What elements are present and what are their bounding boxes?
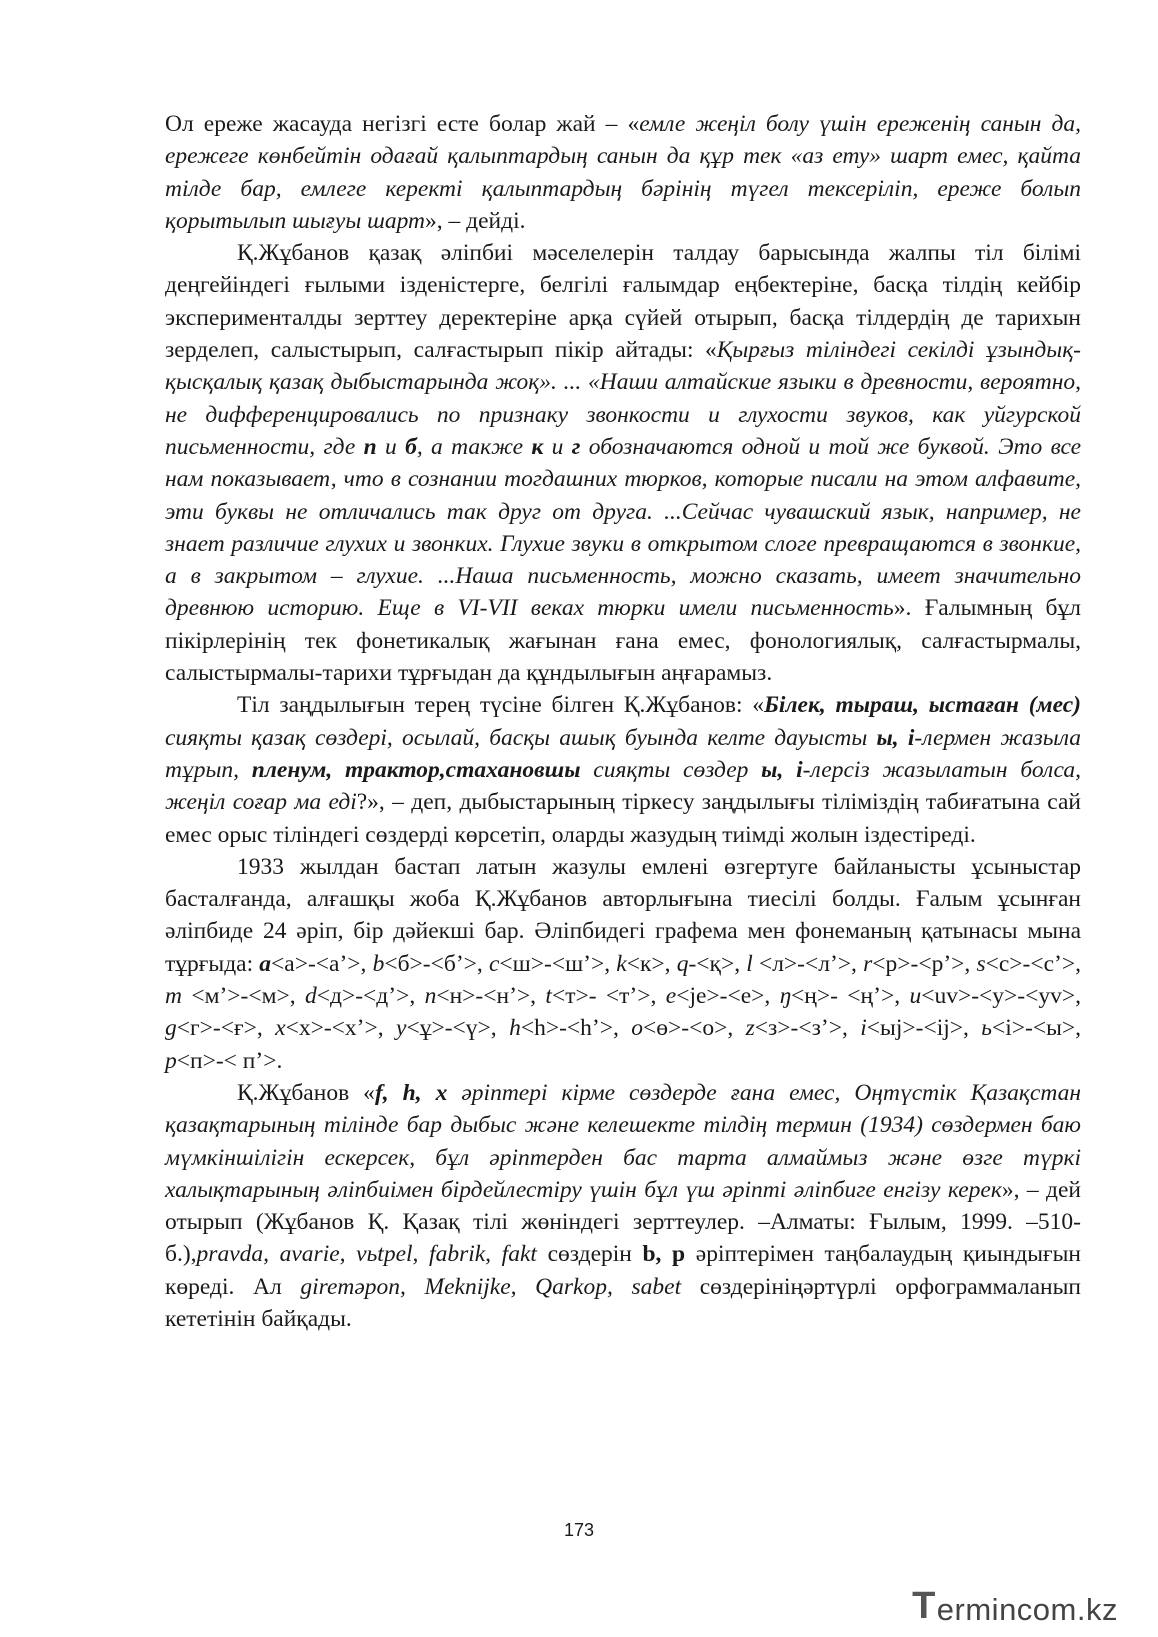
text-run: -лермен жазыла тұрып, [165,724,1081,783]
text-run: Ол ереже жасауда негізгі есте болар жай – « [165,111,640,137]
text-run: п [363,433,377,460]
text-run: u [909,983,922,1010]
text-run: <т>- <т’>, [551,983,666,1010]
text-run: Тіл заңдылығын терең түсіне білген Қ.Жұбанов: « [237,692,764,719]
text-run: к [531,433,544,460]
text-run: a [259,950,272,977]
text-run: , а также [416,433,532,460]
text-run: <ө>-<о>, [643,1015,746,1042]
text-run: <i>-<ы>, [991,1015,1082,1042]
text-run: <н>-<н’>, [436,983,546,1010]
text-run: s [976,950,986,977]
text-run: <с>-<с’>, [985,950,1082,977]
text-run: x [275,1015,286,1042]
text-run: z [745,1015,755,1042]
text-run: -лерсіз жазылатын болса, жеңіл соғар ма еді [165,756,1081,816]
text-run: pravda, avarie, vьtpel, fabrik, fakt [196,1241,537,1268]
text-run: <а>-<а’>, [271,950,373,977]
text-run: p [165,1047,177,1074]
text-run: <л>-<л’>, [752,950,864,977]
text-run: <je>-<e>, [676,983,780,1010]
text-run: ?», – деп, дыбыстарының тіркесу заңдылығы тіліміздің табиғатына сай емес орыс тіліндегі сөздерді көрсетіп, оларды жазудың тиімді жолын іздестіреді. [165,789,1081,848]
text-run: b [372,950,385,977]
text-run: 1933 жылдан бастап латын жазулы емлені өзгертуге байланысты ұсыныстар басталғанда, алғашқы жоба Қ.Жұбанов авторлығына тиесілі болды. Ғалым ұсынған әліпбиде 24 әріп, бір дәйекші бар. Әліпбидегі графема мен фонеманың қатынасы мына тұрғыда: [165,853,1081,977]
text-run: y [396,1015,407,1042]
text-run: », – дейді. [425,207,526,234]
text-run: <ш>-<ш’>, [499,950,617,977]
paragraph [165,1077,1081,1335]
text-run: <д>-<д’>, [316,983,425,1010]
text-run: <ыj>-<ij>, [866,1015,982,1042]
text-run: Білек, тыраш, ыстаған (мес) [764,692,1081,719]
text-run: r [863,950,873,977]
watermark-logo [912,1585,1118,1628]
text-run: Қ.Жұбанов қазақ әліпбиі мәселелерін талдау барысында жалпы тіл білімі деңгейіндегі ғылыми ізденістерге, белгілі ғалымдар еңбектеріне, басқа тілдің кейбір эксперименталды зерттеу деректеріне арқа сүйей отырып, басқа тілдердің де тарихын зерделеп, салыстырып, салғастырып пікір айтады: « [165,240,1081,364]
text-run: giremәpon, Meknijke, Qarkop, sabet [300,1273,682,1300]
text-run: сияқты қазақ сөздері, осылай, басқы ашық буында келте дауысты [165,724,877,751]
text-run: k [616,950,627,977]
text-run: емле жеңіл болу үшін ереженің санын да, ережеге көнбейтін одағай қалыптардың санын да құр тек «аз ету» шарт емес, қайта тілде бар, емлеге керекті қалыптардың бәрінің түгел тексеріліп, ереже болып қорытылып шығуы шарт [165,111,1082,234]
text-run: и [543,433,572,460]
text-run: и [376,433,406,460]
text-run: ь [981,1015,992,1042]
text-run: ŋ [779,983,792,1010]
text-run: ». Ғалымның бұл пікірлерінің тек фонетикалық жағынан ғана емес, фонологиялық, салғастырмалы, салыстырмалы-тарихи тұрғыдан да құндылығын аңғарамыз. [165,595,1081,687]
text-run: Қ.Жұбанов « [237,1079,375,1106]
text-run: ы, і [876,724,915,751]
paragraph [165,237,1081,689]
text-run: <м’>-<м>, [181,983,306,1010]
text-run: ы, і [761,756,803,783]
text-run: сияқты сөздер [580,756,762,783]
text-run: <ұ>-<ү>, [406,1015,510,1042]
text-run: q [676,950,689,977]
text-run: -<қ>, [688,950,747,977]
text-run: обозначаются одной и той же буквой. Это все нам показывает, что в сознании тогдашних тюрков, которые писали на этом алфавите, эти буквы не отличались так друг от друга. ...Сейчас чувашский язык, например, не знает различие глухих и звонких. Глухие звуки в открытом слоге превращаются в звонкие, а в закрытом – глухие. ...Наша письменность, можно сказать, имеет значительно древнюю историю. Еще в VI-VII веках тюрки имели письменность [165,433,1082,622]
paragraph [165,851,1081,1077]
text-run: e [665,983,677,1010]
text-run: Қырғыз тіліндегі секілді ұзындық-қысқалық қазақ дыбыстарында жоқ». ... «Наши алтайские языки в древности, вероятно, не дифференцировались по признаку звонкости и глухости звуков, как уйгурской письменности, где [165,337,1082,460]
text-run: пленум, трактор,стахановшы [251,756,581,783]
watermark-lead-letter: T [912,1585,936,1627]
text-run: m [165,983,182,1010]
watermark-text: ermincom.kz [936,1592,1118,1627]
text-run: <з>-<з’>, [754,1015,861,1042]
text-run: i [860,1015,867,1042]
text-run: <х>-<х’>, [285,1015,397,1042]
text-run: f, h, x [374,1079,448,1106]
text-run: <р>-<р’>, [872,950,977,977]
paragraph [165,689,1081,850]
text-run: n [424,983,437,1010]
paragraph [165,108,1081,237]
text-run: <h>-<h’>, [520,1015,632,1042]
text-run: <uv>-<у>-<уv>, [921,983,1081,1010]
text-run: сөздерініңәртүрлі орфограммаланып кететінін байқады. [165,1273,1081,1332]
text-run: g [165,1015,177,1042]
text-run: әріптерімен таңбалаудың қиындығын көреді. Ал [165,1241,1082,1300]
text-run: t [545,983,552,1010]
text-run: әріптері кірме сөздерде ғана емес, Оңтүстік Қазақстан қазақтарының тілінде бар дыбыс және келешекте тілдің термин (1934) сөздермен баю мүмкіншілігін ескерсек, бұл әріптерден бас тарта алмаймыз және өзге түркі халықтарының әліпбиімен бірдейлестіру үшін бұл үш әріпті әліпбиге енгізу керек [165,1079,1082,1203]
text-run: <г>-<ғ>, [176,1015,276,1042]
text-run: c [488,950,500,977]
document-body [165,108,1081,1335]
text-run: », – дей отырып (Жұбанов Қ. Қазақ тілі жөніндегі зерттеулер. –Алматы: Ғылым, 1999. –510-б.), [165,1176,1081,1268]
text-run: b, p [642,1241,686,1268]
text-run: <б>-<б’>, [384,950,489,977]
text-run: <ң>- <ң’>, [791,983,910,1010]
text-run: h [509,1015,521,1042]
text-run: сөздерін [536,1241,643,1268]
text-run: l [746,950,753,977]
text-run: o [631,1015,643,1042]
text-run: d [305,983,317,1010]
text-run: б [405,433,417,460]
text-run: <к>, [626,950,677,977]
page-number: 173 [563,1520,595,1540]
text-run: г [571,433,581,460]
text-run: <п>-< п’>. [176,1047,283,1074]
